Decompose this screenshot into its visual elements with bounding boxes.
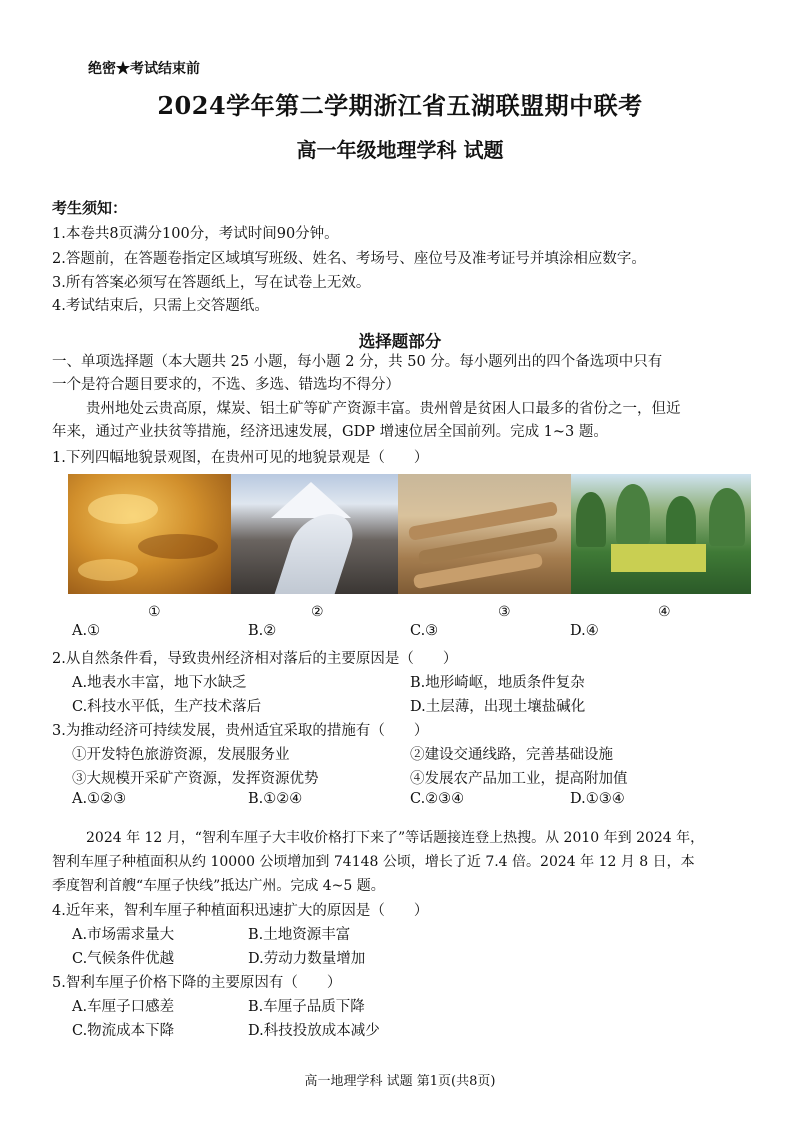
q3-statement-4: ④发展农产品加工业，提高附加值 <box>410 771 628 787</box>
notice-item: 3.所有答案必须写在答题纸上，写在试卷上无效。 <box>52 275 371 291</box>
karst-peak <box>666 496 696 546</box>
photo-label-3: ③ <box>498 604 511 620</box>
q2-option-a: A.地表水丰富，地下水缺乏 <box>72 675 247 691</box>
q4-option-c: C.气候条件优越 <box>72 951 175 967</box>
q3-option-c: C.②③④ <box>410 791 465 807</box>
field <box>611 544 706 572</box>
glacier-tongue <box>271 514 360 594</box>
karst-peak <box>616 484 650 544</box>
photo-label-2: ② <box>311 604 324 620</box>
section-intro: 一个是符合题目要求的，不选、多选、错选均不得分） <box>52 377 400 393</box>
section-intro: 一、单项选择题（本大题共 25 小题，每小题 2 分，共 50 分。每小题列出的四个备选项中只有 <box>52 354 663 370</box>
photo-karst-peaks <box>571 474 751 594</box>
q2-option-d: D.土层薄，出现土壤盐碱化 <box>410 699 586 715</box>
question-3-stem: 3.为推动经济可持续发展，贵州适宜采取的措施有（ ） <box>52 723 429 739</box>
exam-subtitle: 高一年级地理学科 试题 <box>296 138 504 162</box>
q2-option-c: C.科技水平低，生产技术落后 <box>72 699 262 715</box>
q3-option-a: A.①②③ <box>72 791 127 807</box>
question-4-stem: 4.近年来，智利车厘子种植面积迅速扩大的原因是（ ） <box>52 903 429 919</box>
snow-peak <box>271 482 351 518</box>
landform-photos <box>68 474 751 594</box>
question-2-stem: 2.从自然条件看，导致贵州经济相对落后的主要原因是（ ） <box>52 651 458 667</box>
passage-line: 年来，通过产业扶贫等措施，经济迅速发展，GDP 增速位居全国前列。完成 1~3 题。 <box>52 424 608 440</box>
photo-desert-dunes <box>68 474 231 594</box>
q5-option-b: B.车厘子品质下降 <box>248 999 365 1015</box>
q1-option-d: D.④ <box>570 623 599 639</box>
karst-peak <box>576 492 606 547</box>
q1-option-c: C.③ <box>410 623 439 639</box>
q3-statement-2: ②建设交通线路，完善基础设施 <box>410 747 613 763</box>
q3-option-b: B.①②④ <box>248 791 303 807</box>
passage-line: 2024 年 12 月，“智利车厘子大丰收价格打下来了”等话题接连登上热搜。从 2010 年到 2024 年， <box>86 830 705 846</box>
photo-yardang <box>398 474 571 594</box>
q1-option-b: B.② <box>248 623 277 639</box>
q5-option-a: A.车厘子口感差 <box>72 999 175 1015</box>
q1-option-a: A.① <box>72 623 101 639</box>
dune-highlight <box>88 494 158 524</box>
question-1-stem: 1.下列四幅地貌景观图，在贵州可见的地貌景观是（ ） <box>52 450 429 466</box>
q4-option-b: B.土地资源丰富 <box>248 927 351 943</box>
notice-item: 4.考试结束后，只需上交答题纸。 <box>52 298 269 314</box>
karst-peak <box>709 488 745 546</box>
question-5-stem: 5.智利车厘子价格下降的主要原因有（ ） <box>52 975 342 991</box>
q4-option-a: A.市场需求量大 <box>72 927 175 943</box>
q3-option-d: D.①③④ <box>570 791 625 807</box>
confidential-mark: 绝密★考试结束前 <box>88 61 200 77</box>
q5-option-c: C.物流成本下降 <box>72 1023 175 1039</box>
photo-glacier <box>231 474 398 594</box>
section-title: 选择题部分 <box>358 332 442 351</box>
exam-title: 2024学年第二学期浙江省五湖联盟期中联考 <box>157 91 643 120</box>
photo-label-4: ④ <box>658 604 671 620</box>
dune-highlight <box>78 559 138 581</box>
passage-line: 智利车厘子种植面积从约 10000 公顷增加到 74148 公顷，增长了近 7.4 倍。2024 年 12 月 8 日，本 <box>52 854 695 870</box>
photo-label-1: ① <box>148 604 161 620</box>
q3-statement-1: ①开发特色旅游资源，发展服务业 <box>72 747 290 763</box>
passage-line: 贵州地处云贵高原，煤炭、铝土矿等矿产资源丰富。贵州曾是贫困人口最多的省份之一，但近 <box>86 401 681 417</box>
passage-line: 季度智利首艘“车厘子快线”抵达广州。完成 4~5 题。 <box>52 878 385 894</box>
notice-item: 2.答题前，在答题卷指定区域填写班级、姓名、考场号、座位号及准考证号并填涂相应数字。 <box>52 251 646 267</box>
q3-statement-3: ③大规模开采矿产资源，发挥资源优势 <box>72 771 319 787</box>
page-footer: 高一地理学科 试题 第1页(共8页) <box>304 1074 496 1089</box>
q2-option-b: B.地形崎岖，地质条件复杂 <box>410 675 585 691</box>
q4-option-d: D.劳动力数量增加 <box>248 951 366 967</box>
dune-shadow <box>138 534 218 559</box>
q5-option-d: D.科技投放成本减少 <box>248 1023 380 1039</box>
notice-heading: 考生须知： <box>52 199 128 217</box>
notice-item: 1.本卷共8页满分100分，考试时间90分钟。 <box>52 226 339 242</box>
